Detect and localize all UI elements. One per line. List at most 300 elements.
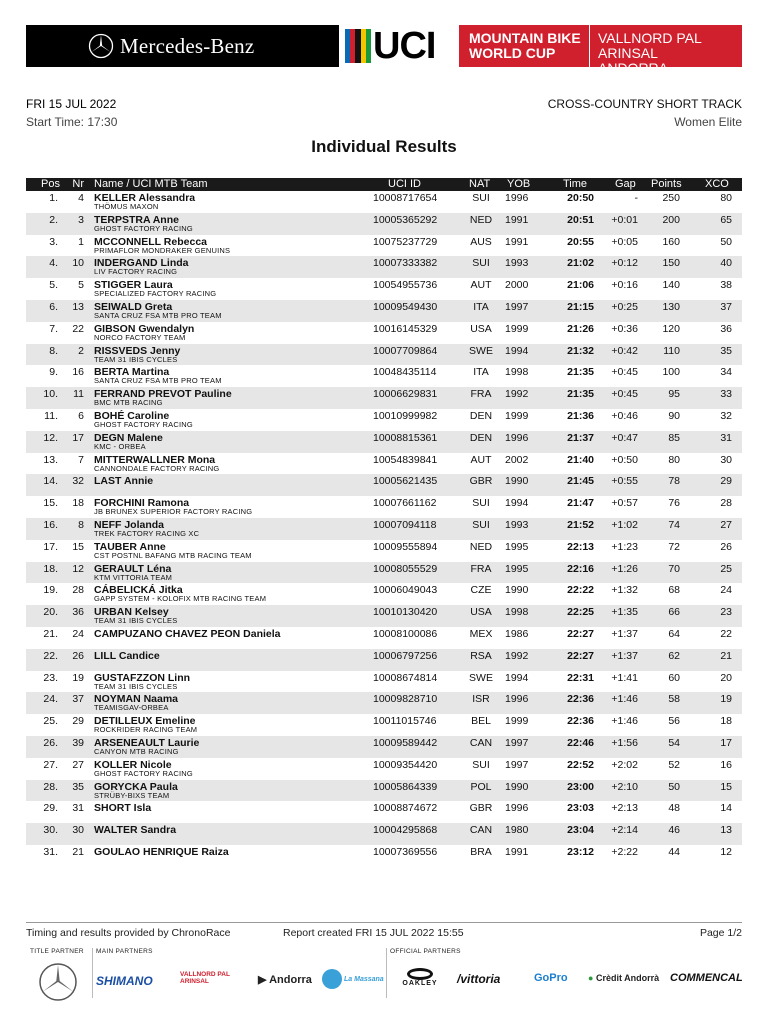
cell-team: GHOST FACTORY RACING xyxy=(94,419,193,429)
cell-xco: 14 xyxy=(720,802,732,815)
cell-pos: 9. xyxy=(49,366,58,379)
cell-xco: 32 xyxy=(720,409,732,422)
cell-nr: 1 xyxy=(78,235,84,248)
cell-uci-id: 10016145329 xyxy=(373,322,438,335)
cell-points: 54 xyxy=(668,736,680,749)
cell-team: TREK FACTORY RACING XC xyxy=(94,528,200,538)
cell-time: 22:22 xyxy=(567,584,594,597)
cell-pos: 15. xyxy=(43,497,58,510)
cell-points: 130 xyxy=(662,300,680,313)
cell-yob: 2000 xyxy=(505,279,529,292)
cell-points: 44 xyxy=(668,845,680,858)
header-banner xyxy=(26,25,742,76)
cell-name: FORCHINI Ramona xyxy=(94,497,190,510)
cell-time: 22:27 xyxy=(567,627,594,640)
vittoria-text: vittoria xyxy=(460,972,501,986)
table-row xyxy=(26,845,742,867)
cell-xco: 18 xyxy=(720,715,732,728)
cell-name: CAMPUZANO CHAVEZ PEON Daniela xyxy=(94,627,281,640)
cell-uci-id: 10075237729 xyxy=(373,235,438,248)
cell-nat: SWE xyxy=(469,344,493,357)
cell-pos: 31. xyxy=(43,845,58,858)
col-gap: Gap xyxy=(615,178,636,190)
uci-wordmark: UCI xyxy=(373,25,436,67)
cell-yob: 1999 xyxy=(505,409,529,422)
cell-name: DETILLEUX Emeline xyxy=(94,715,196,728)
cell-xco: 15 xyxy=(720,780,732,793)
cell-points: 58 xyxy=(668,693,680,706)
cell-xco: 29 xyxy=(720,475,732,488)
cell-nr: 29 xyxy=(72,715,84,728)
cell-pos: 2. xyxy=(49,213,58,226)
cell-yob: 1991 xyxy=(505,213,529,226)
cell-gap: +0:47 xyxy=(611,431,638,444)
cell-gap: +0:12 xyxy=(611,257,638,270)
cell-time: 21:45 xyxy=(567,475,594,488)
table-row xyxy=(26,300,742,322)
cell-nr: 24 xyxy=(72,627,84,640)
cell-gap: - xyxy=(634,192,638,204)
cell-gap: +1:46 xyxy=(611,693,638,706)
cell-xco: 30 xyxy=(720,453,732,466)
cell-xco: 35 xyxy=(720,344,732,357)
cell-time: 21:02 xyxy=(567,257,594,270)
cell-uci-id: 10007333382 xyxy=(373,257,438,270)
cell-xco: 16 xyxy=(720,758,732,771)
cell-team: CST POSTNL BAFANG MTB RACING TEAM xyxy=(94,550,252,560)
cell-yob: 1996 xyxy=(505,802,529,815)
cell-name: GOULAO HENRIQUE Raiza xyxy=(94,845,229,858)
series-line-1: MOUNTAIN BIKE xyxy=(469,30,581,46)
cell-xco: 31 xyxy=(720,431,732,444)
cell-xco: 22 xyxy=(720,627,732,640)
cell-team: TEAM 31 IBIS CYCLES xyxy=(94,354,178,364)
cell-points: 50 xyxy=(668,780,680,793)
cell-nr: 3 xyxy=(78,213,84,226)
partner-separator xyxy=(92,948,93,998)
cell-nat: NED xyxy=(469,213,493,226)
cell-yob: 1993 xyxy=(505,518,529,531)
event-date-block xyxy=(26,95,117,131)
cell-points: 64 xyxy=(668,627,680,640)
cell-xco: 19 xyxy=(720,693,732,706)
cell-name: GERAULT Léna xyxy=(94,562,172,575)
title-partner-label: TITLE PARTNER xyxy=(30,948,84,955)
cell-pos: 12. xyxy=(43,431,58,444)
cell-team: CANYON MTB RACING xyxy=(94,746,179,756)
table-row xyxy=(26,409,742,431)
andorra-text: Andorra xyxy=(269,974,312,986)
cell-nat: GBR xyxy=(469,475,493,488)
cell-xco: 27 xyxy=(720,518,732,531)
cell-name: TAUBER Anne xyxy=(94,540,166,553)
event-date: FRI 15 JUL 2022 xyxy=(26,97,117,111)
cell-points: 62 xyxy=(668,649,680,662)
la-massana-logo: La Massana xyxy=(344,976,384,983)
table-row xyxy=(26,256,742,278)
cell-time: 20:51 xyxy=(567,213,594,226)
cell-nat: AUS xyxy=(470,235,492,248)
cell-points: 250 xyxy=(662,192,680,204)
table-row xyxy=(26,627,742,649)
cell-time: 21:35 xyxy=(567,388,594,401)
cell-nat: AUT xyxy=(470,279,492,292)
venue-line-1: VALLNORD PAL ARINSAL xyxy=(598,30,702,61)
cell-team: TEAMISGAV-ORBEA xyxy=(94,703,169,713)
cell-points: 66 xyxy=(668,606,680,619)
table-row xyxy=(26,605,742,627)
series-line-2: WORLD CUP xyxy=(469,45,556,61)
cell-time: 21:52 xyxy=(567,518,594,531)
cell-name: CÁBELICKÁ Jitka xyxy=(94,584,183,597)
cell-nat: SUI xyxy=(472,257,490,270)
cell-pos: 28. xyxy=(43,780,58,793)
cell-nat: FRA xyxy=(470,388,492,401)
cell-points: 68 xyxy=(668,584,680,597)
cell-nat: SUI xyxy=(472,518,490,531)
cell-uci-id: 10008717654 xyxy=(373,192,438,204)
cell-points: 52 xyxy=(668,758,680,771)
cell-yob: 1992 xyxy=(505,388,529,401)
cell-nat: RSA xyxy=(470,649,492,662)
cell-time: 22:13 xyxy=(567,540,594,553)
cell-team: CANNONDALE FACTORY RACING xyxy=(94,463,220,473)
cell-time: 22:25 xyxy=(567,606,594,619)
cell-yob: 1991 xyxy=(505,235,529,248)
cell-name: LAST Annie xyxy=(94,475,154,488)
cell-points: 60 xyxy=(668,671,680,684)
cell-nr: 10 xyxy=(72,257,84,270)
cell-nr: 36 xyxy=(72,606,84,619)
cell-time: 23:03 xyxy=(567,802,594,815)
cell-uci-id: 10008815361 xyxy=(373,431,438,444)
cell-nat: FRA xyxy=(470,562,492,575)
cell-pos: 25. xyxy=(43,715,58,728)
col-uci: UCI ID xyxy=(388,178,421,190)
cell-gap: +0:46 xyxy=(611,409,638,422)
cell-name: INDERGAND Linda xyxy=(94,257,189,270)
cell-nr: 11 xyxy=(73,388,84,401)
cell-pos: 16. xyxy=(43,518,58,531)
results-table xyxy=(26,191,742,867)
table-row xyxy=(26,235,742,257)
cell-time: 23:04 xyxy=(567,824,594,837)
cell-nr: 6 xyxy=(78,409,84,422)
cell-name: NOYMAN Naama xyxy=(94,693,179,706)
cell-points: 100 xyxy=(662,366,680,379)
table-row xyxy=(26,801,742,823)
cell-xco: 24 xyxy=(720,584,732,597)
cell-team: THÖMUS MAXON xyxy=(94,202,159,211)
cell-name: GORYCKA Paula xyxy=(94,780,178,793)
cell-name: URBAN Kelsey xyxy=(94,606,169,619)
cell-uci-id: 10009555894 xyxy=(373,540,438,553)
cell-nat: GBR xyxy=(469,802,493,815)
cell-uci-id: 10005365292 xyxy=(373,213,438,226)
cell-yob: 1996 xyxy=(505,693,529,706)
cell-gap: +0:05 xyxy=(611,235,638,248)
cell-xco: 65 xyxy=(720,213,732,226)
cell-uci-id: 10006049043 xyxy=(373,584,438,597)
cell-gap: +2:22 xyxy=(611,845,638,858)
cell-name: RISSVEDS Jenny xyxy=(94,344,181,357)
cell-nr: 21 xyxy=(72,845,84,858)
cell-nr: 4 xyxy=(78,192,84,204)
cell-nat: DEN xyxy=(469,431,493,444)
cell-yob: 1994 xyxy=(505,344,529,357)
col-time: Time xyxy=(563,178,588,190)
cell-points: 48 xyxy=(668,802,680,815)
cell-nr: 32 xyxy=(72,475,84,488)
cell-yob: 1996 xyxy=(505,431,529,444)
cell-pos: 18. xyxy=(43,562,58,575)
cell-gap: +1:23 xyxy=(611,540,638,553)
cell-uci-id: 10005864339 xyxy=(373,780,438,793)
cell-gap: +0:42 xyxy=(611,344,638,357)
cell-uci-id: 10010130420 xyxy=(373,606,438,619)
cell-yob: 1997 xyxy=(505,300,529,313)
cell-time: 21:15 xyxy=(567,300,594,313)
cell-time: 21:37 xyxy=(567,431,594,444)
cell-time: 22:36 xyxy=(567,715,594,728)
cell-team: ROCKRIDER RACING TEAM xyxy=(94,725,198,735)
cell-nat: DEN xyxy=(469,409,493,422)
cell-yob: 1990 xyxy=(505,584,529,597)
table-row xyxy=(26,453,742,475)
cell-team: GHOST FACTORY RACING xyxy=(94,768,193,778)
cell-team: TEAM 31 IBIS CYCLES xyxy=(94,616,178,626)
cell-xco: 21 xyxy=(720,649,732,662)
andorra-logo: ▶ Andorra xyxy=(258,974,312,986)
cell-pos: 22. xyxy=(43,649,58,662)
cell-uci-id: 10005621435 xyxy=(373,475,438,488)
vallnord-logo: VALLNORD PAL ARINSAL xyxy=(180,971,230,985)
cell-nr: 26 xyxy=(72,649,84,662)
cell-name: GIBSON Gwendalyn xyxy=(94,322,195,335)
table-row xyxy=(26,583,742,605)
cell-yob: 1999 xyxy=(505,715,529,728)
table-row xyxy=(26,322,742,344)
cell-xco: 50 xyxy=(720,235,732,248)
cell-nr: 27 xyxy=(72,758,84,771)
cell-xco: 36 xyxy=(720,322,732,335)
cell-uci-id: 10007709864 xyxy=(373,344,438,357)
cell-gap: +0:36 xyxy=(611,322,638,335)
cell-xco: 28 xyxy=(720,497,732,510)
cell-nat: ITA xyxy=(473,366,489,379)
table-row xyxy=(26,344,742,366)
cell-time: 21:40 xyxy=(567,453,594,466)
page-number: Page 1/2 xyxy=(699,927,742,939)
cell-nat: USA xyxy=(470,606,492,619)
cell-points: 56 xyxy=(668,715,680,728)
cell-nr: 8 xyxy=(78,518,84,531)
cell-time: 22:16 xyxy=(567,562,594,575)
cell-nr: 31 xyxy=(72,802,84,815)
cell-team: PRIMAFLOR MONDRAKER GENUINS xyxy=(94,245,231,255)
cell-pos: 26. xyxy=(43,736,58,749)
cell-uci-id: 10011015746 xyxy=(373,715,437,728)
cell-points: 200 xyxy=(662,213,680,226)
cell-name: GUSTAFZZON Linn xyxy=(94,671,191,684)
cell-pos: 14. xyxy=(43,475,58,488)
cell-nat: USA xyxy=(470,322,492,335)
cell-name: BOHÉ Caroline xyxy=(94,409,170,422)
cell-team: NORCO FACTORY TEAM xyxy=(94,332,186,342)
col-nat: NAT xyxy=(469,178,491,190)
footer-divider xyxy=(26,922,742,923)
cell-gap: +1:37 xyxy=(611,649,638,662)
cell-nat: AUT xyxy=(470,453,492,466)
oakley-ellipse-icon xyxy=(407,968,433,980)
cell-points: 150 xyxy=(662,257,680,270)
cell-pos: 23. xyxy=(43,671,58,684)
cell-points: 78 xyxy=(668,475,680,488)
cell-time: 23:12 xyxy=(567,845,594,858)
cell-nr: 18 xyxy=(72,497,84,510)
cell-team: KTM VITTORIA TEAM xyxy=(94,572,173,582)
cell-time: 22:46 xyxy=(567,736,594,749)
cell-team: JB BRUNEX SUPERIOR FACTORY RACING xyxy=(94,507,253,517)
cell-name: ARSENEAULT Laurie xyxy=(94,736,200,749)
cell-gap: +0:57 xyxy=(611,497,638,510)
col-points: Points xyxy=(651,178,682,190)
cell-nr: 37 xyxy=(72,693,84,706)
cell-nat: ISR xyxy=(472,693,490,706)
cell-uci-id: 10054955736 xyxy=(373,279,438,292)
cell-gap: +0:55 xyxy=(611,475,638,488)
cell-team: KMC - ORBEA xyxy=(94,441,146,451)
col-pos: Pos xyxy=(41,178,60,190)
col-yob: YOB xyxy=(507,178,531,190)
cell-nat: CZE xyxy=(470,584,492,597)
cell-time: 22:36 xyxy=(567,693,594,706)
cell-yob: 1995 xyxy=(505,540,529,553)
cell-yob: 1994 xyxy=(505,671,529,684)
cell-uci-id: 10009354420 xyxy=(373,758,438,771)
cell-nr: 39 xyxy=(72,736,84,749)
shimano-logo: SHIMANO xyxy=(96,974,153,988)
table-row xyxy=(26,714,742,736)
cell-gap: +1:32 xyxy=(611,584,638,597)
table-row xyxy=(26,474,742,496)
cell-gap: +1:02 xyxy=(611,518,638,531)
cell-yob: 1993 xyxy=(505,257,529,270)
cell-xco: 12 xyxy=(720,845,732,858)
cell-name: TERPSTRA Anne xyxy=(94,213,179,226)
cell-yob: 1997 xyxy=(505,736,529,749)
oakley-text: OAKLEY xyxy=(402,980,438,987)
cell-pos: 30. xyxy=(43,824,58,837)
table-row xyxy=(26,823,742,845)
table-row xyxy=(26,213,742,235)
cell-gap: +0:01 xyxy=(611,213,638,226)
cell-nr: 5 xyxy=(78,279,84,292)
table-row xyxy=(26,365,742,387)
cell-xco: 40 xyxy=(720,257,732,270)
venue-name xyxy=(589,25,742,76)
cell-team: GAPP SYSTEM - KOLOFIX MTB RACING TEAM xyxy=(94,594,267,604)
cell-gap: +1:46 xyxy=(611,715,638,728)
cell-nat: MEX xyxy=(469,627,493,640)
cell-nr: 28 xyxy=(72,584,84,597)
cell-pos: 11. xyxy=(44,409,58,422)
cell-nat: POL xyxy=(470,780,492,793)
cell-time: 23:00 xyxy=(567,780,594,793)
cell-time: 21:32 xyxy=(567,344,594,357)
cell-team: STRÜBY-BIXS TEAM xyxy=(94,790,170,800)
cell-gap: +0:45 xyxy=(611,366,638,379)
cell-pos: 29. xyxy=(43,802,58,815)
cell-points: 120 xyxy=(662,322,680,335)
cell-nr: 22 xyxy=(72,322,84,335)
cell-pos: 21. xyxy=(43,627,58,640)
cell-xco: 33 xyxy=(720,388,732,401)
cell-nat: SUI xyxy=(472,192,490,204)
cell-yob: 1992 xyxy=(505,649,529,662)
series-name xyxy=(459,25,589,67)
mercedes-star-icon xyxy=(38,962,78,1002)
cell-xco: 38 xyxy=(720,279,732,292)
cell-team: SANTA CRUZ FSA MTB PRO TEAM xyxy=(94,376,222,386)
oakley-logo xyxy=(396,968,444,987)
cell-uci-id: 10007661162 xyxy=(373,497,437,510)
cell-yob: 1994 xyxy=(505,497,529,510)
cell-uci-id: 10009549430 xyxy=(373,300,438,313)
report-created: Report created FRI 15 JUL 2022 15:55 xyxy=(283,927,464,939)
sponsor-name: Mercedes-Benz xyxy=(120,33,255,58)
cell-time: 22:31 xyxy=(567,671,594,684)
cell-time: 22:52 xyxy=(567,758,594,771)
cell-gap: +2:14 xyxy=(611,824,638,837)
cell-name: FERRAND PREVOT Pauline xyxy=(94,388,232,401)
cell-points: 85 xyxy=(668,431,680,444)
cell-time: 21:36 xyxy=(567,409,594,422)
cell-pos: 19. xyxy=(43,584,58,597)
cell-name: WALTER Sandra xyxy=(94,824,177,837)
partner-separator xyxy=(386,948,387,998)
cell-uci-id: 10006629831 xyxy=(373,388,438,401)
event-category: Women Elite xyxy=(674,115,742,129)
cell-nat: SUI xyxy=(472,758,490,771)
cell-xco: 80 xyxy=(720,192,732,204)
cell-uci-id: 10009589442 xyxy=(373,736,438,749)
commencal-logo: COMMENCAL xyxy=(670,972,743,984)
cell-name: SHORT Isla xyxy=(94,802,152,815)
timing-credit: Timing and results provided by ChronoRace xyxy=(26,927,231,939)
cell-xco: 25 xyxy=(720,562,732,575)
cell-yob: 1995 xyxy=(505,562,529,575)
cell-nat: NED xyxy=(469,540,493,553)
cell-points: 110 xyxy=(663,344,680,357)
cell-yob: 1986 xyxy=(505,627,529,640)
cell-uci-id: 10010999982 xyxy=(373,409,438,422)
cell-time: 20:55 xyxy=(567,235,594,248)
cell-pos: 3. xyxy=(49,235,58,248)
cell-uci-id: 10007094118 xyxy=(373,518,437,531)
cell-yob: 1998 xyxy=(505,606,529,619)
cell-yob: 1997 xyxy=(505,758,529,771)
start-time: Start Time: 17:30 xyxy=(26,115,118,129)
cell-gap: +1:37 xyxy=(611,627,638,640)
cell-pos: 8. xyxy=(49,344,58,357)
cell-uci-id: 10004295868 xyxy=(373,824,438,837)
col-xco: XCO xyxy=(705,178,729,190)
cell-pos: 1. xyxy=(49,192,58,204)
cell-points: 95 xyxy=(668,388,680,401)
table-row xyxy=(26,671,742,693)
cell-time: 21:47 xyxy=(567,497,594,510)
